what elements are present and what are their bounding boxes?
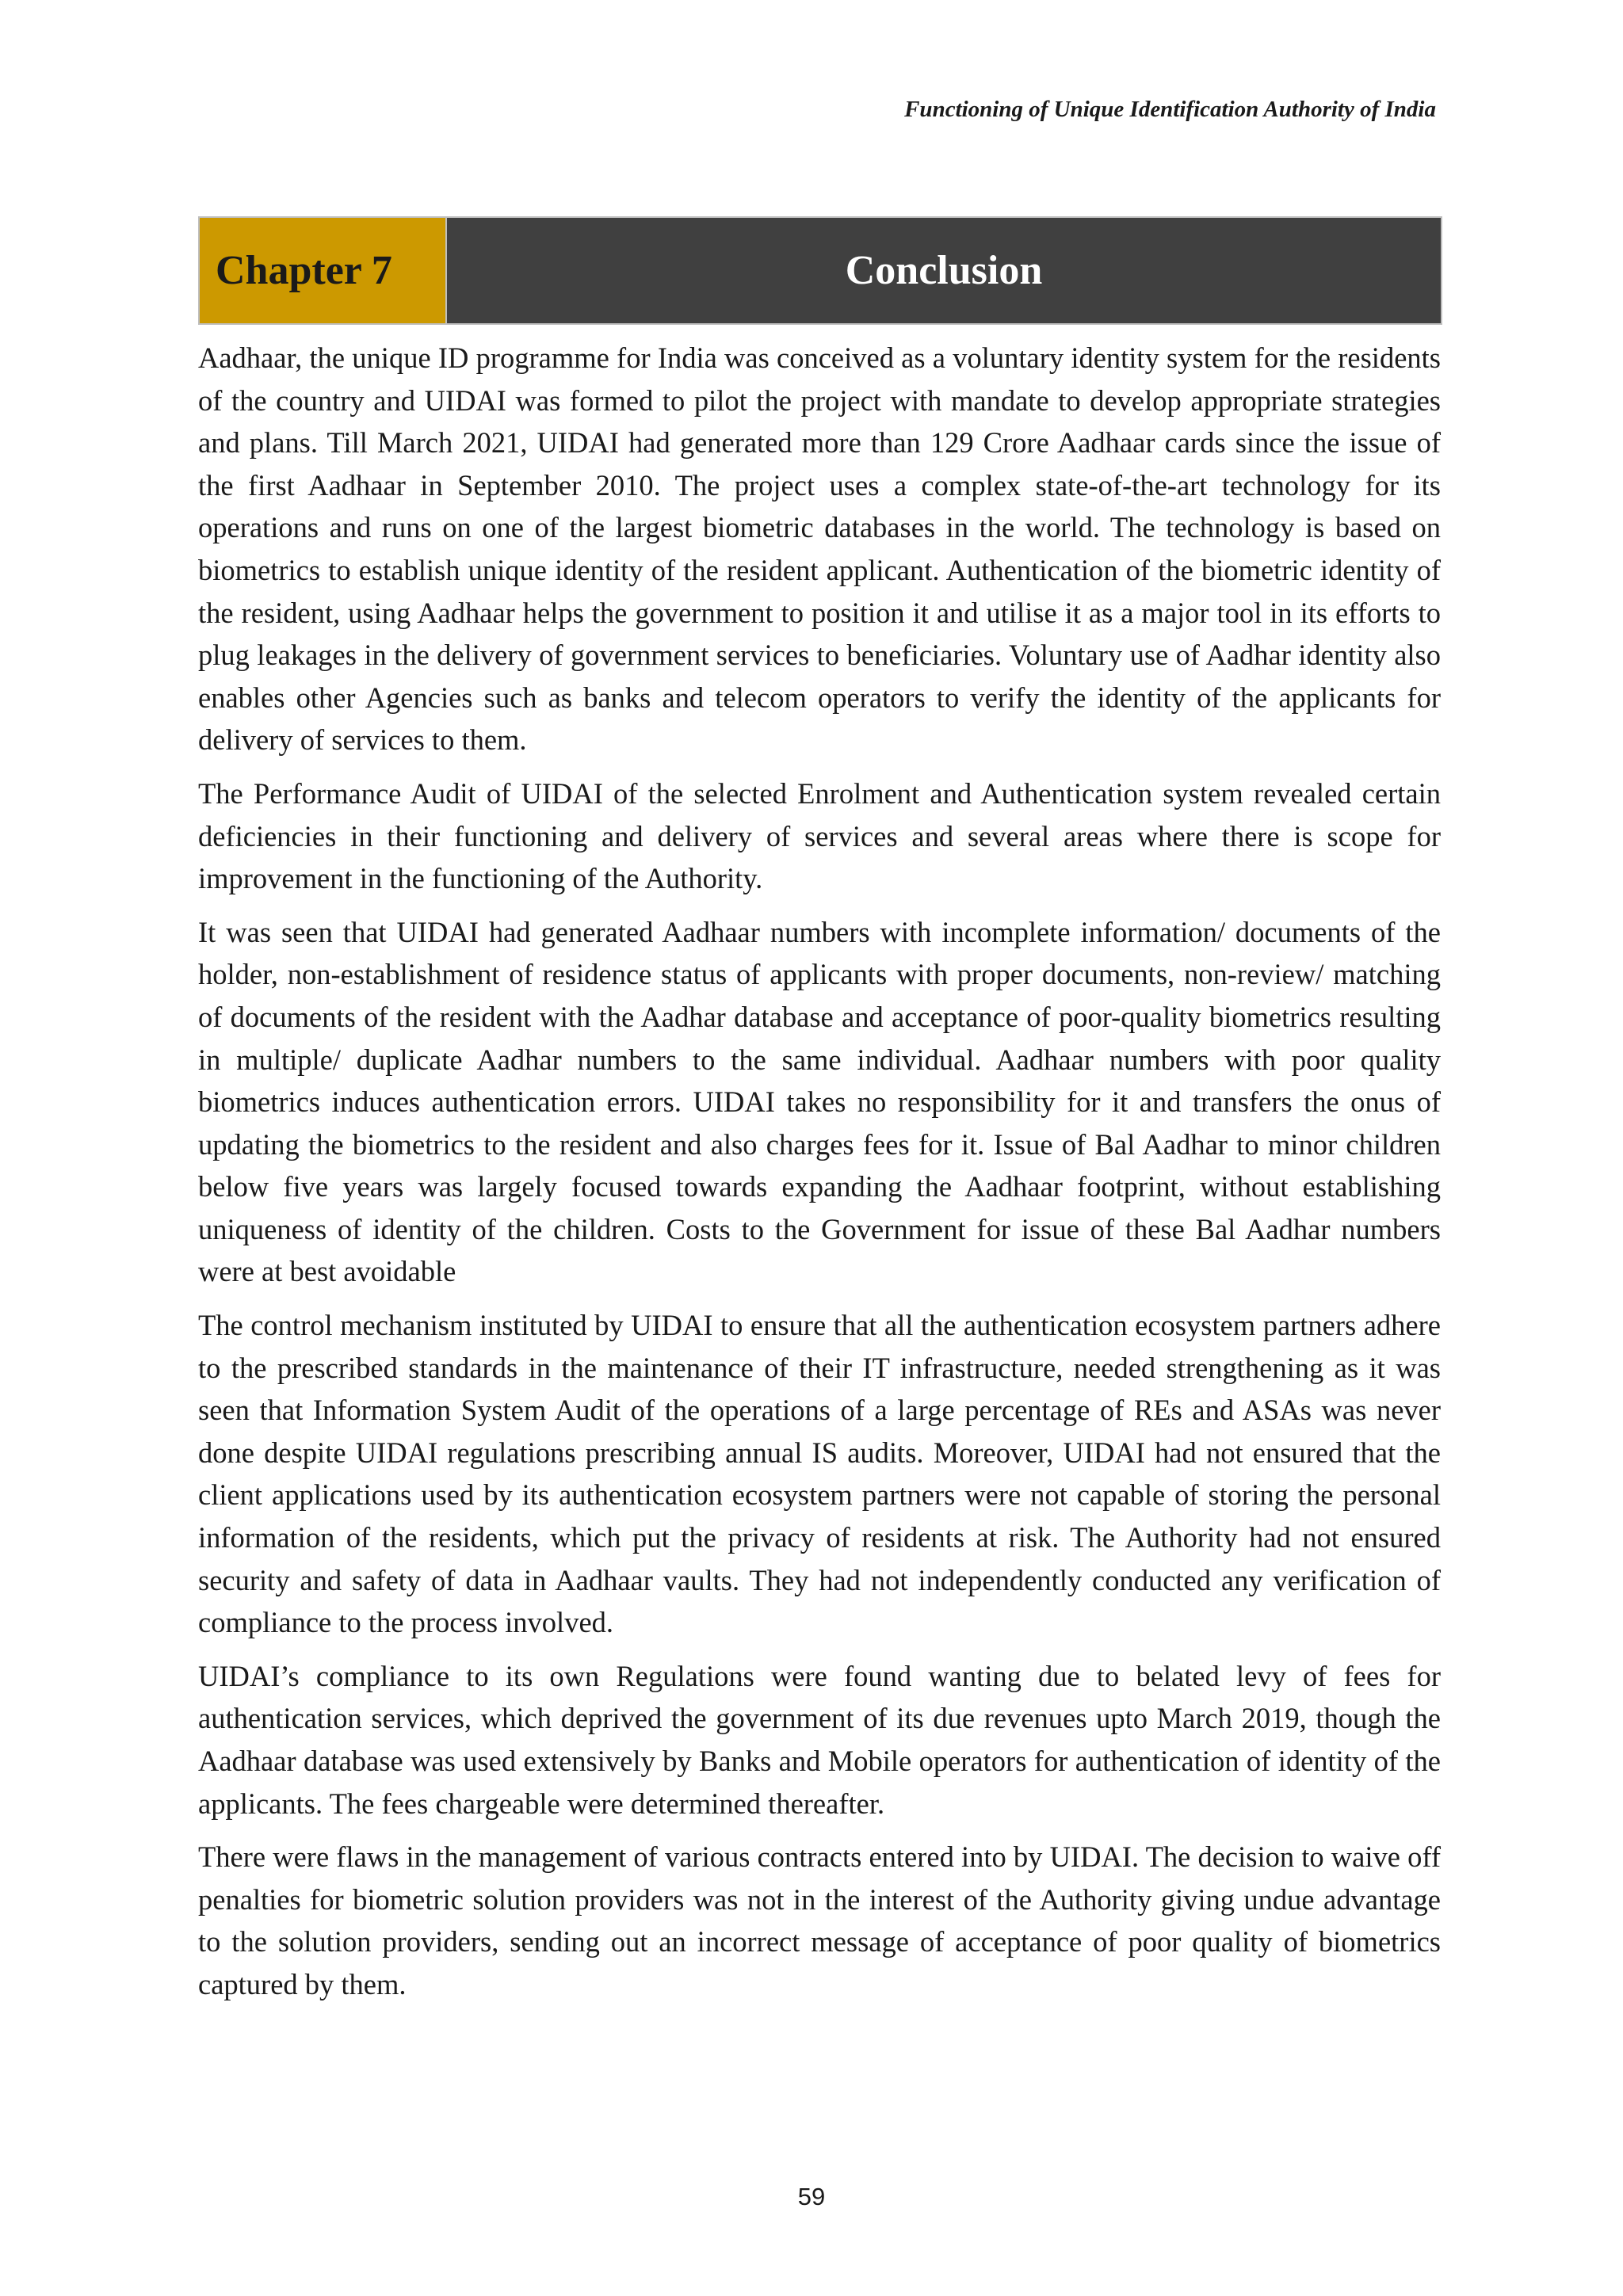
paragraph: It was seen that UIDAI had generated Aadhaar numbers with incomplete information/ documents of the holder, non-establishment of residence status of applicants with proper documents, non-review/ matching of documents of the resident with the Aadhar database and acceptance of poor-quality biometrics resulting in multiple/ duplicate Aadhar numbers to the same individual. Aadhaar numbers with poor quality biometrics induces authentication errors. UIDAI takes no responsibility for it and transfers the onus of updating the biometrics to the resident and also charges fees for it. Issue of Bal Aadhar to minor children below five years was largely focused towards expanding the Aadhaar footprint, without establishing uniqueness of identity of the children. Costs to the Government for issue of these Bal Aadhar numbers were at best avoidable (198, 915, 1441, 1288)
paragraph: The Performance Audit of UIDAI of the selected Enrolment and Authentication system revealed certain deficiencies in their functioning and delivery of services and several areas where there is scope for improvement in the functioning of the Authority. (198, 776, 1441, 895)
chapter-label-box (200, 218, 447, 323)
body-text (198, 337, 1441, 2017)
chapter-title-box (447, 218, 1441, 323)
paragraph: Aadhaar, the unique ID programme for India was conceived as a voluntary identity system for the residents of the country and UIDAI was formed to pilot the project with mandate to develop appropriate strategies and plans. Till March 2021, UIDAI had generated more than 129 Crore Aadhaar cards since the issue of the first Aadhaar in September 2010. The project uses a complex state-of-the-art technology for its operations and runs on one of the largest biometric databases in the world. The technology is based on biometrics to establish unique identity of the resident applicant. Authentication of the biometric identity of the resident, using Aadhaar helps the government to position it and utilise it as a major tool in its efforts to plug leakages in the delivery of government services to beneficiaries. Voluntary use of Aadhar identity also enables other Agencies such as banks and telecom operators to verify the identity of the applicants for delivery of services to them. (198, 341, 1441, 757)
paragraph: The control mechanism instituted by UIDAI to ensure that all the authentication ecosystem partners adhere to the prescribed standards in the maintenance of their IT infrastructure, needed strengthening as it was seen that Information System Audit of the operations of a large percentage of REs and ASAs was never done despite UIDAI regulations prescribing annual IS audits. Moreover, UIDAI had not ensured that the client applications used by its authentication ecosystem partners were not capable of storing the personal information of the residents, which put the privacy of residents at risk. The Authority had not ensured security and safety of data in Aadhaar vaults. They had not independently conducted any verification of compliance to the process involved. (198, 1309, 1441, 1639)
paragraph: UIDAI’s compliance to its own Regulations were found wanting due to belated levy of fees for authentication services, which deprived the government of its due revenues upto March 2019, though the Aadhaar database was used extensively by Banks and Mobile operators for authentication of identity of the applicants. The fees chargeable were determined thereafter. (198, 1659, 1441, 1820)
chapter-banner (198, 216, 1442, 325)
running-header-title: Functioning of Unique Identification Authority of India (904, 97, 1436, 122)
paragraph: There were flaws in the management of various contracts entered into by UIDAI. The decision to waive off penalties for biometric solution providers was not in the interest of the Authority giving undue advantage to the solution providers, sending out an incorrect message of acceptance of poor quality of biometrics captured by them. (198, 1840, 1441, 2000)
page-number: 59 (797, 2183, 826, 2210)
chapter-label: Chapter 7 (216, 248, 392, 293)
chapter-title: Conclusion (845, 248, 1043, 293)
